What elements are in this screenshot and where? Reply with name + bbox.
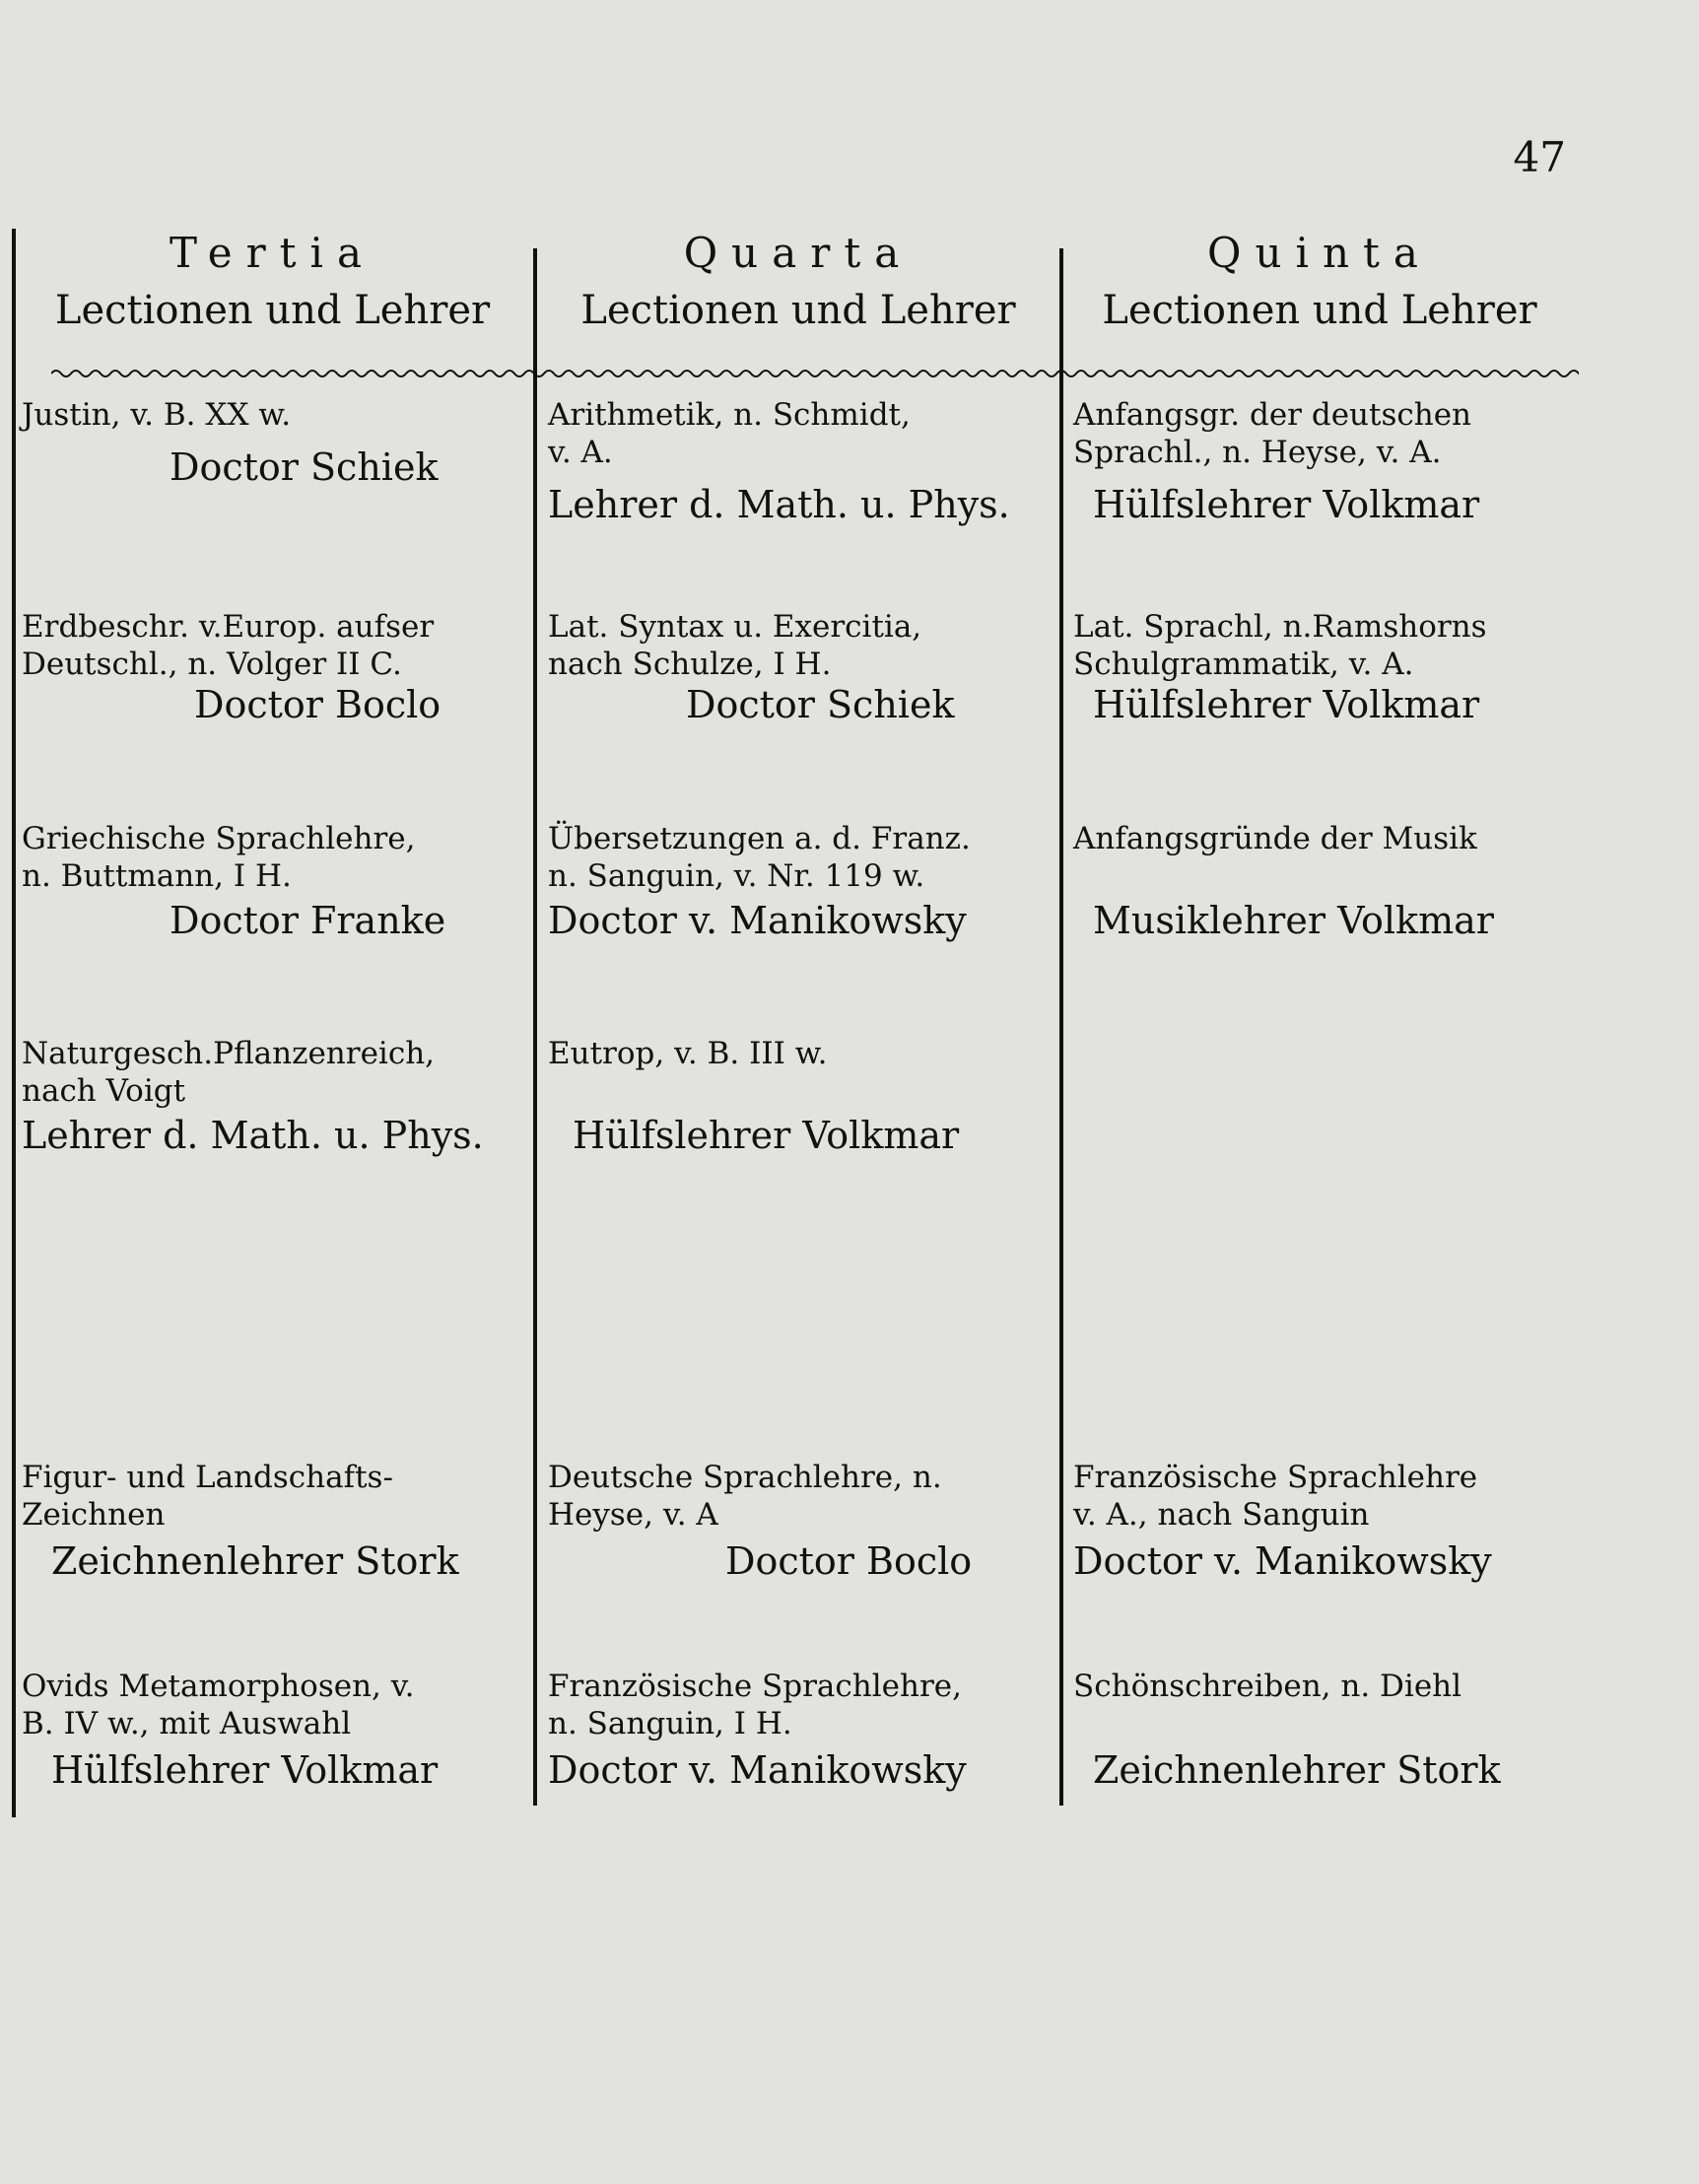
teacher-name: Doctor v. Manikowsky [548, 899, 967, 942]
header-tertia-title: Tertia [169, 229, 376, 277]
entry [22, 1668, 529, 1792]
column-quarta [548, 229, 1055, 1817]
entry [1073, 1459, 1581, 1583]
teacher-name: Doctor Boclo [725, 1539, 973, 1583]
lesson-text: Figur- und Landschafts- Zeichnen [22, 1460, 393, 1533]
column-quinta [1073, 229, 1581, 1817]
entry [548, 1668, 1055, 1792]
lesson-text: Lat. Syntax u. Exercitia, nach Schulze, I H. [548, 609, 922, 682]
entry [22, 608, 529, 726]
teacher-name: Hülfslehrer Volkmar [573, 1114, 960, 1157]
entry [22, 820, 529, 942]
entry [548, 1035, 1055, 1157]
header-quarta-title: Quarta [683, 229, 914, 277]
teacher-name: Hülfslehrer Volkmar [51, 1748, 439, 1792]
left-border [12, 229, 16, 1817]
column-tertia [22, 229, 529, 1817]
entry [1073, 1668, 1581, 1792]
lesson-text: Übersetzungen a. d. Franz. n. Sanguin, v. Nr. 119 w. [548, 821, 971, 894]
lesson-text: Eutrop, v. B. III w. [548, 1036, 828, 1071]
lesson-text: Justin, v. B. XX w. [22, 397, 292, 433]
lesson-text: Lat. Sprachl, n.Ramshorns Schulgrammatik, v. A. [1073, 609, 1487, 682]
teacher-name: Doctor Schiek [686, 683, 955, 726]
entry [1073, 396, 1581, 526]
schedule-table [12, 229, 1579, 1817]
teacher-name: Hülfslehrer Volkmar [1093, 683, 1480, 726]
teacher-name: Doctor Boclo [194, 683, 442, 726]
lesson-text: Ovids Metamorphosen, v. B. IV w., mit Auswahl [22, 1669, 415, 1741]
column-divider-1 [533, 248, 537, 1806]
lesson-text: Griechische Sprachlehre, n. Buttmann, I H. [22, 821, 416, 894]
teacher-name: Doctor Schiek [170, 445, 439, 489]
header-quarta-subtitle: Lectionen und Lehrer [580, 288, 1016, 333]
entry [548, 396, 1055, 526]
column-divider-2 [1059, 248, 1063, 1806]
entry [22, 396, 529, 489]
lesson-text: Arithmetik, n. Schmidt, v. A. [548, 397, 911, 470]
entry [22, 1035, 529, 1157]
entry [1073, 608, 1581, 726]
header-quinta-subtitle: Lectionen und Lehrer [1102, 288, 1537, 333]
lesson-text: Französische Sprachlehre, n. Sanguin, I H. [548, 1669, 962, 1741]
entry [22, 1459, 529, 1583]
teacher-name: Doctor v. Manikowsky [548, 1748, 967, 1792]
lesson-text: Naturgesch.Pflanzenreich, nach Voigt [22, 1036, 436, 1109]
teacher-name: Zeichnenlehrer Stork [51, 1539, 459, 1583]
lesson-text: Deutsche Sprachlehre, n. Heyse, v. A [548, 1460, 942, 1533]
teacher-name: Musiklehrer Volkmar [1093, 899, 1494, 942]
teacher-name: Hülfslehrer Volkmar [1093, 483, 1480, 526]
header-tertia-subtitle: Lectionen und Lehrer [54, 288, 491, 333]
teacher-name: Lehrer d. Math. u. Phys. [548, 483, 1010, 526]
teacher-name: Doctor v. Manikowsky [1073, 1539, 1492, 1583]
teacher-name: Lehrer d. Math. u. Phys. [22, 1114, 484, 1157]
lesson-text: Erdbeschr. v.Europ. aufser Deutschl., n. Volger II C. [22, 609, 435, 682]
entry [548, 608, 1055, 726]
page-number: 47 [1513, 133, 1566, 181]
teacher-name: Doctor Franke [170, 899, 446, 942]
lesson-text: Schönschreiben, n. Diehl [1073, 1669, 1462, 1704]
lesson-text: Anfangsgründe der Musik [1073, 821, 1477, 856]
entry [548, 820, 1055, 942]
lesson-text: Französische Sprachlehre v. A., nach Sanguin [1073, 1460, 1478, 1533]
teacher-name: Zeichnenlehrer Stork [1093, 1748, 1501, 1792]
lesson-text: Anfangsgr. der deutschen Sprachl., n. Heyse, v. A. [1073, 397, 1472, 470]
header-quinta-title: Quinta [1207, 229, 1432, 277]
entry [1073, 820, 1581, 942]
entry [548, 1459, 1055, 1583]
